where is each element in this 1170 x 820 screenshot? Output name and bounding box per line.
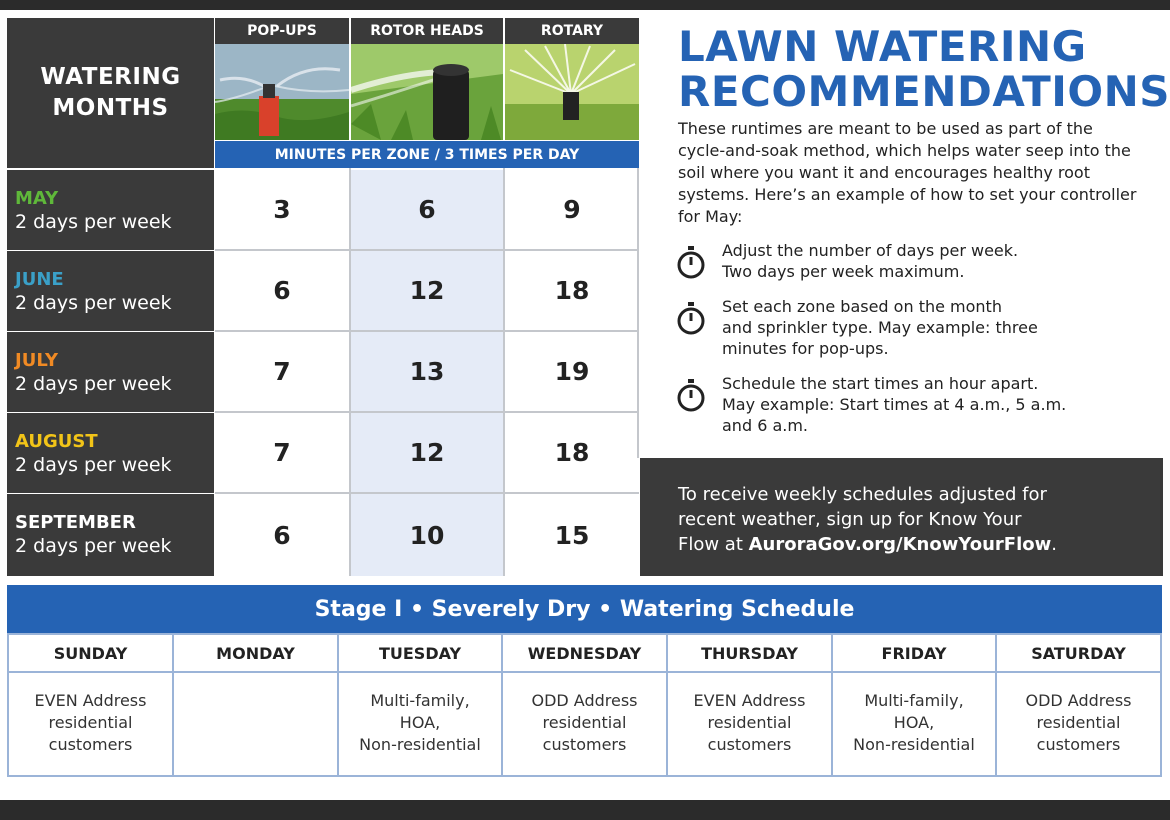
day-body-line: residential: [707, 713, 792, 732]
day-header-friday: FRIDAY: [881, 643, 947, 663]
step-1-line2: Two days per week maximum.: [722, 262, 965, 281]
day-body-line: EVEN Address: [693, 691, 806, 710]
day-body-wednesday: [503, 671, 666, 775]
watering-schedule-table: [7, 633, 1162, 777]
day-header-wednesday: WEDNESDAY: [527, 643, 642, 663]
title-line1: LAWN WATERING: [678, 22, 1087, 71]
pop-up-sprinkler-image: [215, 44, 349, 140]
day-body-line: HOA,: [399, 713, 441, 732]
step-2-line1: Set each zone based on the month: [722, 297, 1002, 316]
day-header-thursday: THURSDAY: [701, 643, 798, 663]
watering-months-line2: MONTHS: [52, 95, 169, 121]
step-3-line3: and 6 a.m.: [722, 416, 809, 435]
day-body-line: EVEN Address: [34, 691, 147, 710]
month-name-may: MAY: [15, 188, 59, 209]
day-body-line: ODD Address: [531, 691, 638, 710]
month-cell-july: [7, 332, 214, 412]
month-cell-june: [7, 251, 214, 331]
step-1-line1: Adjust the number of days per week.: [722, 241, 1019, 260]
month-cell-august: [7, 413, 214, 493]
stopwatch-icon: [676, 302, 710, 359]
step-2-line3: minutes for pop-ups.: [722, 339, 889, 358]
month-cell-may: [7, 170, 214, 250]
schedule-title: Stage I • Severely Dry • Watering Schedule: [7, 585, 1162, 633]
signup-panel: [640, 458, 1163, 576]
grid-divider: [349, 168, 351, 576]
bottom-dark-band: [0, 800, 1170, 820]
column-header-rotary: ROTARY: [505, 18, 639, 44]
value-september-rotary: 15: [505, 494, 639, 576]
know-your-flow-link[interactable]: AuroraGov.org/KnowYourFlow: [748, 534, 1052, 555]
day-body-line: residential: [48, 713, 133, 732]
month-days-july: 2 days per week: [15, 373, 172, 395]
value-august-pop-ups: 7: [215, 413, 349, 492]
day-body-line: Multi-family,: [370, 691, 470, 710]
day-body-saturday: [997, 671, 1160, 775]
stopwatch-icon: [676, 246, 710, 284]
value-september-pop-ups: 6: [215, 494, 349, 576]
day-body-line: residential: [1036, 713, 1121, 732]
value-july-rotor-heads: 13: [351, 332, 503, 411]
month-cell-september: [7, 494, 214, 576]
day-body-line: Multi-family,: [864, 691, 964, 710]
day-header-saturday: SATURDAY: [1031, 643, 1126, 663]
month-days-september: 2 days per week: [15, 535, 172, 557]
step-2-line2: and sprinkler type. May example: three: [722, 318, 1038, 337]
rotor-head-sprinkler-image: [351, 44, 503, 140]
stopwatch-icon: [676, 379, 710, 436]
value-july-pop-ups: 7: [215, 332, 349, 411]
page-title: [678, 24, 1170, 114]
grid-divider: [637, 168, 639, 458]
month-name-august: AUGUST: [15, 431, 98, 452]
step-3-line1: Schedule the start times an hour apart.: [722, 374, 1039, 393]
day-header-monday: MONDAY: [216, 643, 295, 663]
day-body-line: residential: [542, 713, 627, 732]
grid-divider: [215, 411, 639, 413]
month-name-july: JULY: [15, 350, 59, 371]
minutes-per-zone-banner: MINUTES PER ZONE / 3 TIMES PER DAY: [215, 141, 639, 168]
value-september-rotor-heads: 10: [351, 494, 503, 576]
grid-divider: [215, 492, 639, 494]
day-body-line: customers: [1036, 735, 1121, 754]
day-body-monday: [174, 671, 337, 775]
day-body-tuesday: [339, 671, 501, 775]
month-days-may: 2 days per week: [15, 211, 172, 233]
month-days-august: 2 days per week: [15, 454, 172, 476]
day-header-sunday: SUNDAY: [53, 643, 128, 663]
day-body-line: ODD Address: [1025, 691, 1132, 710]
grid-divider: [503, 168, 505, 576]
grid-divider: [215, 249, 639, 251]
signup-suffix: .: [1051, 534, 1057, 555]
value-may-rotary: 9: [505, 170, 639, 249]
signup-prefix: Flow at: [678, 534, 749, 555]
rotary-sprinkler-image: [505, 44, 639, 140]
value-may-rotor-heads: 6: [351, 170, 503, 249]
title-line2: RECOMMENDATIONS: [678, 67, 1170, 116]
value-august-rotary: 18: [505, 413, 639, 492]
day-header-tuesday: TUESDAY: [378, 643, 462, 663]
column-header-rotor-heads: ROTOR HEADS: [351, 18, 503, 44]
step-3: [676, 373, 1146, 436]
step-1: [676, 240, 1146, 284]
intro-paragraph: These runtimes are meant to be used as part of the cycle-and-soak method, which helps water seep into the soil where you want it and encourages healthy root systems. Here’s an example of how to set your controller for May:: [678, 119, 1137, 226]
top-dark-band: [0, 0, 1170, 10]
signup-line1: To receive weekly schedules adjusted for: [678, 484, 1047, 505]
signup-line2: recent weather, sign up for Know Your: [678, 509, 1022, 530]
step-3-line2: May example: Start times at 4 a.m., 5 a.m.: [722, 395, 1067, 414]
step-2: [676, 296, 1146, 359]
day-body-friday: [833, 671, 995, 775]
watering-months-header: [7, 18, 214, 168]
day-body-line: Non-residential: [359, 735, 481, 754]
value-june-pop-ups: 6: [215, 251, 349, 330]
day-body-line: customers: [48, 735, 133, 754]
day-body-thursday: [668, 671, 831, 775]
signup-line3: [678, 532, 1163, 557]
value-august-rotor-heads: 12: [351, 413, 503, 492]
month-name-september: SEPTEMBER: [15, 512, 136, 533]
value-july-rotary: 19: [505, 332, 639, 411]
day-body-line: Non-residential: [853, 735, 975, 754]
value-may-pop-ups: 3: [215, 170, 349, 249]
value-june-rotary: 18: [505, 251, 639, 330]
day-body-sunday: [9, 671, 172, 775]
grid-divider: [215, 330, 639, 332]
month-name-june: JUNE: [15, 269, 64, 290]
day-body-line: HOA,: [893, 713, 935, 732]
day-body-line: customers: [707, 735, 792, 754]
value-june-rotor-heads: 12: [351, 251, 503, 330]
watering-months-line1: WATERING: [40, 64, 181, 90]
month-days-june: 2 days per week: [15, 292, 172, 314]
column-header-pop-ups: POP-UPS: [215, 18, 349, 44]
day-body-line: customers: [542, 735, 627, 754]
